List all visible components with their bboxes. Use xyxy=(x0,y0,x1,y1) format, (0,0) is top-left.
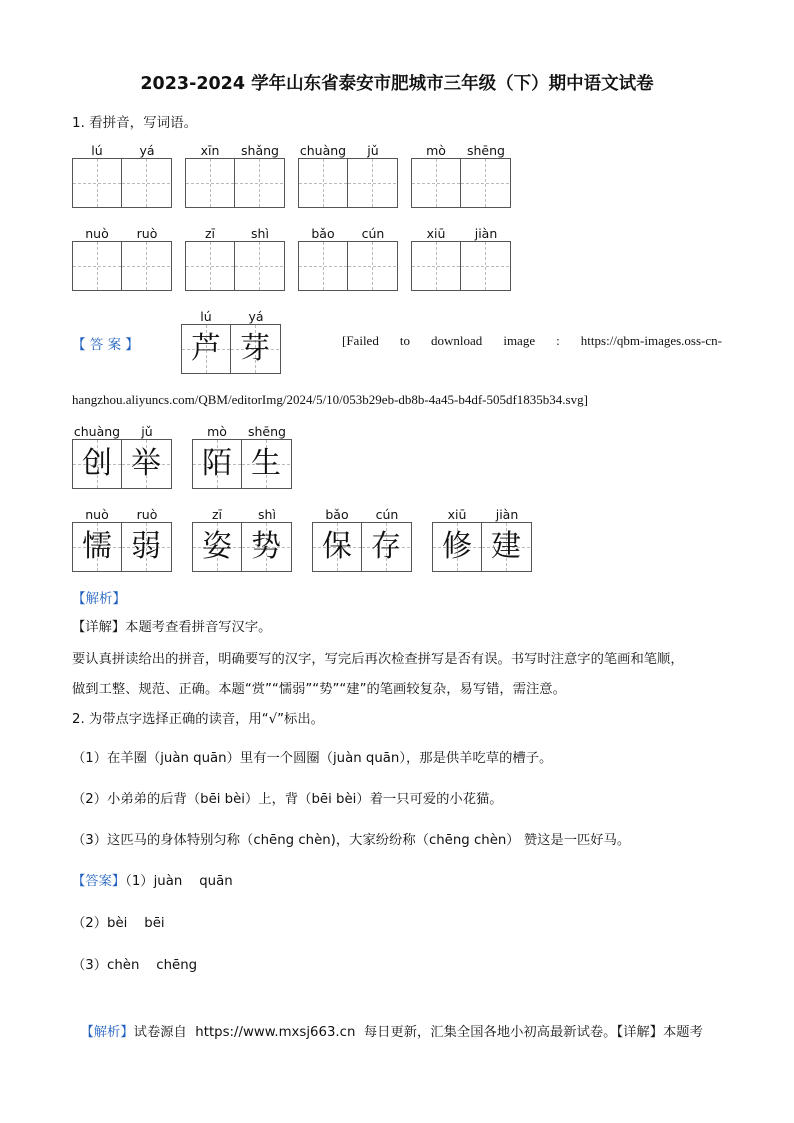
char-grid[interactable] xyxy=(185,158,285,208)
answer-word-1 xyxy=(181,309,281,374)
pinyin: bǎo xyxy=(311,226,335,241)
explanation-line-1: 要认真拼读给出的拼音，明确要写的汉字，写完后再次检查拼写是否有误。书写时注意字的笔画和笔顺， xyxy=(72,652,684,667)
pinyin: shēng xyxy=(248,424,286,439)
char-grid[interactable] xyxy=(411,241,511,291)
answer-char: 懦 xyxy=(82,529,112,564)
pinyin: mò xyxy=(426,143,446,158)
answer-char: 修 xyxy=(442,529,472,564)
char-grid xyxy=(181,324,281,374)
pinyin: shēng xyxy=(467,143,505,158)
word-box-7 xyxy=(298,226,398,291)
pinyin: cún xyxy=(375,507,399,522)
word-box-5 xyxy=(72,226,172,291)
pinyin: jiàn xyxy=(495,507,519,522)
document-title: 2023-2024 学年山东省泰安市肥城市三年级（下）期中语文试卷 xyxy=(140,74,654,94)
answer-word-4 xyxy=(192,424,292,489)
pinyin: bǎo xyxy=(325,507,349,522)
char-grid xyxy=(72,439,172,489)
answer-word-6 xyxy=(192,507,292,572)
analysis-label: 【解析】 xyxy=(80,1025,134,1040)
char-grid[interactable] xyxy=(72,241,172,291)
pinyin: zī xyxy=(211,507,223,522)
pinyin: ruò xyxy=(136,507,158,522)
answer-label: 【答案】 xyxy=(72,874,126,889)
answer-char: 芦 xyxy=(191,331,221,366)
pinyin: yá xyxy=(139,143,155,158)
answer-text: （1）juàn quān xyxy=(125,874,233,889)
question-2-answer-3: （3）chèn chēng xyxy=(72,958,198,973)
word-box-4 xyxy=(411,143,511,208)
char-grid xyxy=(192,522,292,572)
pinyin: nuò xyxy=(85,507,109,522)
pinyin: yá xyxy=(248,309,264,324)
answer-char: 弱 xyxy=(131,529,161,564)
answer-char: 存 xyxy=(371,529,401,564)
pinyin: chuàng xyxy=(299,143,347,158)
char-grid xyxy=(432,522,532,572)
question-2-answer-2: （2）bèi bēi xyxy=(72,916,165,931)
question-2-answer-1 xyxy=(72,866,233,898)
answer-char: 芽 xyxy=(240,331,270,366)
answer-char: 举 xyxy=(131,446,161,481)
explanation-line-2: 做到工整、规范、正确。本题“赏”“懦弱”“势”“建”的笔画较复杂，易写错，需注意。 xyxy=(72,682,566,697)
pinyin: zī xyxy=(204,226,216,241)
char-grid[interactable] xyxy=(298,158,398,208)
pinyin: xiū xyxy=(426,226,446,241)
word-box-2 xyxy=(185,143,285,208)
char-grid[interactable] xyxy=(185,241,285,291)
pinyin: ruò xyxy=(136,226,158,241)
analysis-label: 【解析】 xyxy=(72,591,126,607)
failed-image-notice: [Failed to download image : https://qbm-images.oss-cn- xyxy=(342,333,722,348)
question-2-prompt: 2. 为带点字选择正确的读音，用“√”标出。 xyxy=(72,712,324,727)
word-box-1 xyxy=(72,143,172,208)
answer-word-7 xyxy=(312,507,412,572)
answer-char: 创 xyxy=(82,446,112,481)
pinyin: shì xyxy=(251,226,269,241)
answer-char: 生 xyxy=(251,446,281,481)
question-1-prompt: 1. 看拼音，写词语。 xyxy=(72,115,198,131)
pinyin: chuàng xyxy=(73,424,121,439)
failed-image-url: hangzhou.aliyuncs.com/QBM/editorImg/2024/5/10/053b29eb-db8b-4a45-b4df-505df1835b34.svg] xyxy=(72,392,588,407)
pinyin: jǔ xyxy=(367,143,379,158)
char-grid xyxy=(192,439,292,489)
answer-word-5 xyxy=(72,507,172,572)
char-grid[interactable] xyxy=(298,241,398,291)
pinyin: jǔ xyxy=(141,424,153,439)
pinyin: xīn xyxy=(200,143,220,158)
analysis-text: 试卷源自 https://www.mxsj663.cn 每日更新，汇集全国各地小初高最新试卷。【详解】本题考 xyxy=(133,1025,703,1040)
answer-label: 【 答 案 】 xyxy=(72,337,139,353)
detail-text: 【详解】本题考查看拼音写汉字。 xyxy=(72,620,272,635)
char-grid[interactable] xyxy=(411,158,511,208)
pinyin: nuò xyxy=(85,226,109,241)
answer-char: 陌 xyxy=(202,446,232,481)
answer-char: 保 xyxy=(322,529,352,564)
question-2-item-3: （3）这匹马的身体特别匀称（chēng chèn)，大家纷纷称（chēng chèn） 赞这是一匹好马。 xyxy=(72,833,631,848)
answer-word-3 xyxy=(72,424,172,489)
question-2-item-1: （1）在羊圈（juàn quān）里有一个圆圈（juàn quān），那是供羊吃草的槽子。 xyxy=(72,751,553,766)
word-box-3 xyxy=(298,143,398,208)
char-grid[interactable] xyxy=(72,158,172,208)
pinyin: cún xyxy=(361,226,385,241)
pinyin: jiàn xyxy=(474,226,498,241)
question-2-analysis xyxy=(72,985,703,1049)
pinyin: lú xyxy=(91,143,103,158)
pinyin: xiū xyxy=(447,507,467,522)
pinyin: shǎng xyxy=(241,143,279,158)
word-box-6 xyxy=(185,226,285,291)
pinyin: lú xyxy=(200,309,212,324)
answer-char: 势 xyxy=(251,529,281,564)
char-grid xyxy=(312,522,412,572)
answer-word-8 xyxy=(432,507,532,572)
pinyin: mò xyxy=(207,424,227,439)
question-2-item-2: （2）小弟弟的后背（bēi bèi）上，背（bēi bèi）着一只可爱的小花猫。 xyxy=(72,792,503,807)
word-box-8 xyxy=(411,226,511,291)
char-grid xyxy=(72,522,172,572)
answer-char: 姿 xyxy=(202,529,232,564)
pinyin: shì xyxy=(258,507,276,522)
answer-char: 建 xyxy=(491,529,521,564)
